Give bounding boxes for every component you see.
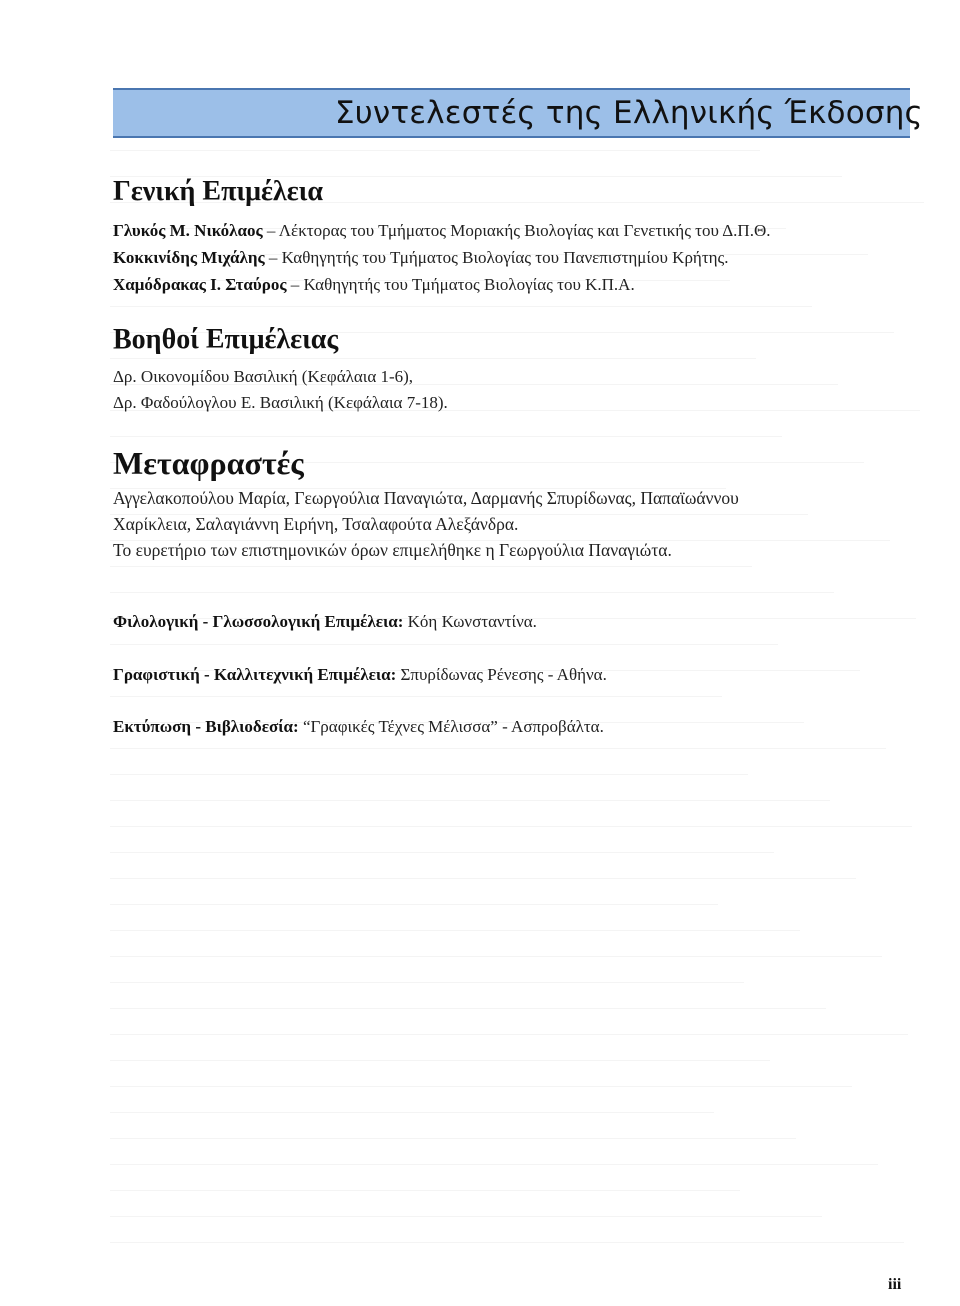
translators-line: Χαρίκλεια, Σαλαγιάννη Ειρήνη, Τσαλαφούτα Αλεξάνδρα. — [113, 514, 519, 534]
bleed-line — [110, 852, 774, 853]
bleed-line — [110, 358, 756, 359]
editor-role: – Καθηγητής του Τμήματος Βιολογίας του Πανεπιστημίου Κρήτης. — [264, 248, 729, 267]
credit-label: Εκτύπωση - Βιβλιοδεσία: — [113, 717, 299, 736]
index-note: Το ευρετήριο των επιστημονικών όρων επιμελήθηκε η Γεωργούλια Παναγιώτα. — [113, 540, 672, 560]
page-title: Συντελεστές της Ελληνικής Έκδοσης — [335, 95, 923, 131]
bleed-line — [110, 1008, 826, 1009]
credit-philology — [113, 612, 537, 632]
credit-value: Κόη Κωνσταντίνα. — [403, 612, 537, 631]
bleed-line — [110, 150, 760, 151]
bleed-line — [110, 800, 830, 801]
bleed-line — [110, 1190, 740, 1191]
bleed-line — [110, 904, 718, 905]
bleed-line — [110, 1216, 822, 1217]
assistant-editor-entry: Δρ. Φαδούλογλου Ε. Βασιλική (Κεφάλαια 7-18). — [113, 393, 448, 412]
bleed-line — [110, 982, 744, 983]
editor-name: Χαμόδρακας Ι. Σταύρος — [113, 275, 287, 294]
bleed-line — [110, 1138, 796, 1139]
credit-graphics — [113, 665, 607, 685]
general-editor-entry — [113, 248, 729, 268]
bleed-line — [110, 826, 912, 827]
bleed-line — [110, 592, 834, 593]
assistant-editing-heading: Βοηθοί Επιμέλειας — [113, 324, 339, 355]
title-banner — [113, 88, 923, 138]
bleed-line — [110, 644, 778, 645]
bleed-line — [110, 1112, 714, 1113]
editor-role: – Λέκτορας του Τμήματος Μοριακής Βιολογίας και Γενετικής του Δ.Π.Θ. — [262, 221, 771, 240]
credit-value: Σπυρίδωνας Ρένεσης - Αθήνα. — [396, 665, 607, 684]
bleed-line — [110, 878, 856, 879]
bleed-line — [110, 1086, 852, 1087]
assistant-editor-entry: Δρ. Οικονομίδου Βασιλική (Κεφάλαια 1-6), — [113, 367, 414, 386]
general-editing-heading: Γενική Επιμέλεια — [113, 176, 323, 207]
bleed-line — [110, 1164, 878, 1165]
general-editor-entry — [113, 221, 770, 241]
bleed-line — [110, 774, 748, 775]
credit-label: Γραφιστική - Καλλιτεχνική Επιμέλεια: — [113, 665, 397, 684]
bleed-line — [110, 1060, 770, 1061]
bleed-line — [110, 696, 722, 697]
bleed-line — [110, 436, 782, 437]
translators-line: Αγγελακοπούλου Μαρία, Γεωργούλια Παναγιώτα, Δαρμανής Σπυρίδωνας, Παπαϊωάννου — [113, 488, 739, 508]
credit-printing — [113, 717, 604, 737]
bleed-line — [110, 1034, 908, 1035]
bleed-line — [110, 930, 800, 931]
bleed-line — [110, 956, 882, 957]
editor-name: Γλυκός Μ. Νικόλαος — [113, 221, 263, 240]
bleed-line — [110, 566, 752, 567]
page-number: iii — [888, 1276, 902, 1293]
general-editor-entry — [113, 275, 635, 295]
bleed-line — [110, 1242, 904, 1243]
bleed-line — [110, 748, 886, 749]
editor-role: – Καθηγητής του Τμήματος Βιολογίας του Κ.Π.Α. — [286, 275, 635, 294]
bleed-line — [110, 306, 812, 307]
editor-name: Κοκκινίδης Μιχάλης — [113, 248, 265, 267]
translators-heading: Μεταφραστές — [113, 445, 304, 481]
credit-value: “Γραφικές Τέχνες Μέλισσα” - Ασπροβάλτα. — [298, 717, 604, 736]
credit-label: Φιλολογική - Γλωσσολογική Επιμέλεια: — [113, 612, 404, 631]
